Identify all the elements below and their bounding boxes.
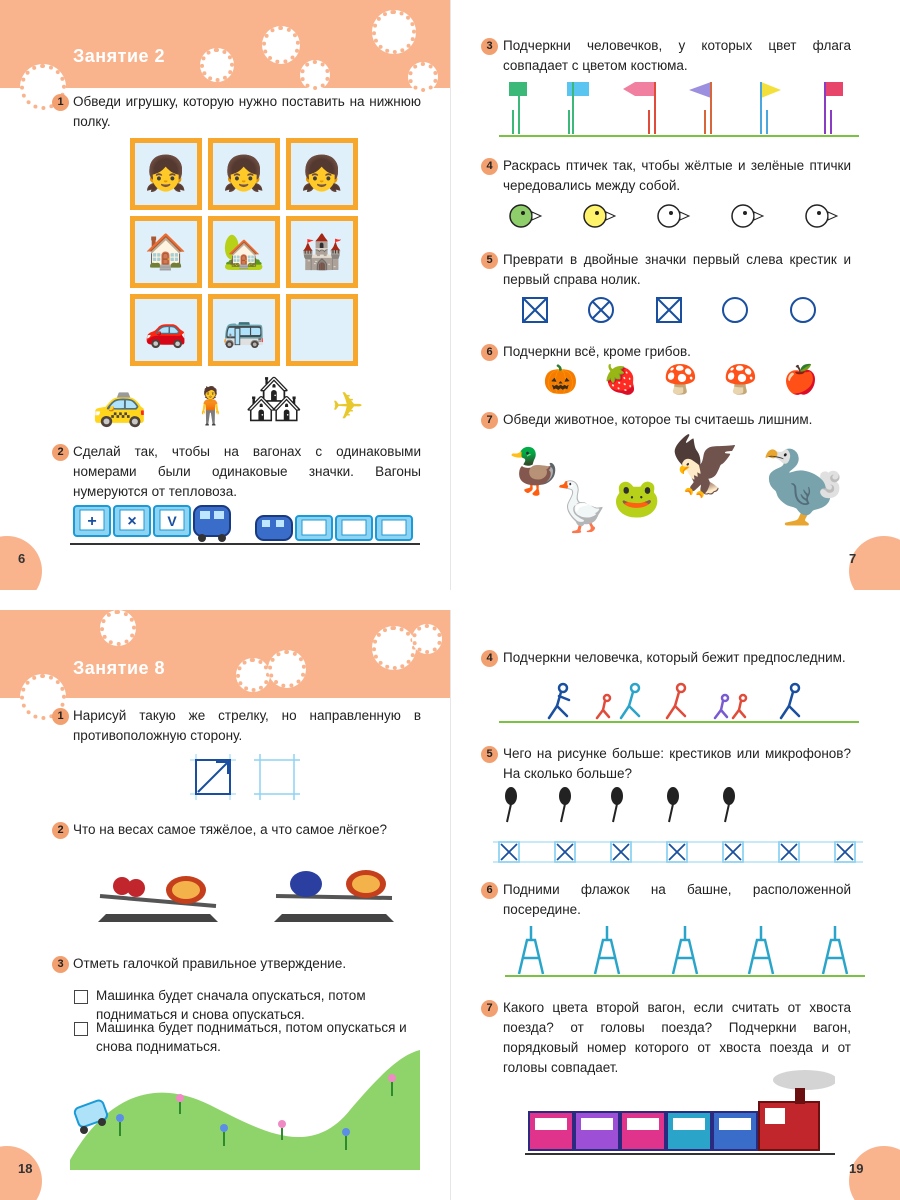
task-number-badge: 4	[481, 650, 498, 667]
bird-icon[interactable]	[732, 205, 763, 227]
arrow-icon	[196, 760, 230, 794]
top-spread	[0, 0, 900, 590]
person-with-flag[interactable]	[825, 82, 843, 134]
grid-cell[interactable]	[208, 294, 280, 366]
gear-decoration	[262, 26, 300, 64]
scale-icon	[98, 876, 218, 922]
hills-illustration	[70, 1050, 420, 1170]
task-number-badge: 7	[481, 412, 498, 429]
task-number-badge: 4	[481, 158, 498, 175]
gear-decoration	[412, 624, 442, 654]
grid-cell[interactable]	[130, 294, 202, 366]
wagon[interactable]	[529, 1112, 573, 1150]
grid-cell[interactable]	[208, 216, 280, 288]
cross-mark[interactable]	[611, 842, 631, 862]
task-number-badge: 6	[481, 344, 498, 361]
person-with-flag[interactable]	[623, 82, 655, 134]
train-illustration	[525, 1068, 835, 1168]
circle-symbol[interactable]	[723, 298, 747, 322]
airplane-icon[interactable]: ✈	[332, 386, 364, 428]
task-number-badge: 1	[52, 94, 69, 111]
task-text: Подчеркни всё, кроме грибов.	[503, 344, 691, 359]
goose-icon[interactable]: 🪿	[551, 481, 611, 534]
wagon	[336, 516, 372, 540]
grid-cell-empty[interactable]	[286, 294, 358, 366]
page-number: 6	[18, 551, 26, 566]
house-icon: 🏡	[213, 221, 275, 283]
tower-icon[interactable]	[823, 926, 847, 974]
scale-icon	[274, 870, 394, 922]
wagon[interactable]	[667, 1112, 711, 1150]
lesson-title: Занятие 2	[73, 46, 166, 66]
tower-icon[interactable]	[673, 926, 697, 974]
house-icon: 🏠	[135, 221, 197, 283]
statement-option: Машинка будет подниматься, потом опускаться и снова подниматься.	[96, 1020, 407, 1054]
runner-icon[interactable]	[667, 684, 685, 718]
task-text: Подчеркни человечка, который бежит предпоследним.	[503, 650, 846, 665]
grid-cell[interactable]	[286, 138, 358, 210]
mushroom-icon[interactable]: 🍄	[723, 364, 758, 395]
duck-icon[interactable]: 🦆	[507, 447, 562, 496]
task-text: Преврати в двойные значки первый слева крестик и первый справа нолик.	[503, 252, 851, 287]
frog-icon[interactable]: 🐸	[613, 478, 661, 520]
car-icon[interactable]: 🚕	[92, 379, 147, 428]
cross-mark[interactable]	[835, 842, 855, 862]
task-number-badge: 5	[481, 252, 498, 269]
task-text: Нарисуй такую же стрелку, но направленную в противоположную сторону.	[73, 708, 421, 743]
page-number: 18	[18, 1161, 33, 1176]
task-number-badge: 2	[52, 822, 69, 839]
cross-mark[interactable]	[723, 842, 743, 862]
statement-checkbox[interactable]	[74, 990, 88, 1004]
wagon	[296, 516, 332, 540]
doll-icon: 👧	[135, 143, 197, 205]
wagon[interactable]	[621, 1112, 665, 1150]
bird-icon[interactable]	[806, 205, 837, 227]
gear-decoration	[100, 610, 136, 646]
grid-cell[interactable]	[130, 138, 202, 210]
locomotive-icon	[256, 516, 292, 540]
gear-decoration	[236, 658, 270, 692]
task-number-badge: 7	[481, 1000, 498, 1017]
doll-icon: 👧	[291, 143, 353, 205]
task-number-badge: 6	[481, 882, 498, 899]
microphone-icon[interactable]	[505, 787, 517, 822]
statement-option: Машинка будет сначала опускаться, потом подниматься и снова опускаться.	[96, 988, 366, 1022]
person-with-flag[interactable]	[689, 82, 711, 134]
cross-mark[interactable]	[555, 842, 575, 862]
wagon-sign: V	[167, 513, 177, 529]
page-18	[0, 610, 450, 1200]
microphone-icon[interactable]	[723, 787, 735, 822]
ostrich-icon[interactable]: 🦤	[759, 448, 847, 526]
task-text: Какого цвета второй вагон, если считать от хвоста поезда? от головы поезда? Подчеркни вагон, порядковый номер которого от хвоста поезда и от головы совпадает.	[503, 1000, 851, 1075]
task-number-badge: 3	[481, 38, 498, 55]
tower-icon[interactable]	[519, 926, 543, 974]
page-7	[450, 0, 900, 590]
page-number: 19	[849, 1161, 864, 1176]
scales-illustration	[94, 852, 424, 932]
gear-decoration	[372, 626, 416, 670]
runner-icon[interactable]	[715, 695, 728, 718]
gear-decoration	[200, 48, 234, 82]
birds-row	[507, 200, 857, 234]
task-text: Обведи животное, которое ты считаешь лишним.	[503, 412, 813, 427]
gear-decoration	[372, 10, 416, 54]
bird-icon[interactable]	[510, 205, 541, 227]
empty-slot	[291, 299, 353, 361]
runner-icon[interactable]	[621, 684, 639, 718]
car-icon: 🚗	[135, 299, 197, 361]
gear-decoration	[408, 62, 438, 92]
statement-checkbox[interactable]	[74, 1022, 88, 1036]
wagon[interactable]	[713, 1112, 757, 1150]
task-number-badge: 3	[52, 956, 69, 973]
task-text: Отметь галочкой правильное утверждение.	[73, 956, 347, 971]
circle-symbol[interactable]	[791, 298, 815, 322]
page-number: 7	[849, 551, 857, 566]
grid-cell[interactable]	[286, 216, 358, 288]
doll-icon[interactable]: 🧍	[188, 385, 233, 426]
gear-decoration	[268, 650, 306, 688]
task-number-badge: 1	[52, 708, 69, 725]
toy-shelf-grid	[130, 138, 362, 370]
gear-decoration	[300, 60, 330, 90]
task-number-badge: 2	[52, 444, 69, 461]
lesson-header	[0, 0, 450, 88]
runners-row	[499, 680, 859, 726]
towers-row	[505, 926, 865, 980]
arrow-grid	[190, 754, 300, 800]
empty-arrow-cell[interactable]	[254, 754, 300, 800]
house-icon[interactable]: 🏘	[246, 375, 302, 424]
person-with-flag[interactable]	[567, 82, 589, 134]
strawberry-icon[interactable]: 🍓	[603, 364, 638, 395]
cross-mark[interactable]	[779, 842, 799, 862]
train-illustration	[70, 500, 420, 552]
task-text: Подчеркни человечков, у которых цвет флага совпадает с цветом костюма.	[503, 38, 851, 73]
bird-icon[interactable]	[658, 205, 689, 227]
task-text: Обведи игрушку, которую нужно поставить на нижнюю полку.	[73, 94, 421, 129]
task-text: Подними флажок на башне, расположенной посередине.	[503, 882, 851, 917]
runner-icon[interactable]	[597, 695, 610, 718]
locomotive-icon	[759, 1088, 819, 1150]
bus-icon: 🚌	[213, 299, 275, 361]
cross-symbol[interactable]	[523, 298, 547, 322]
tower-icon[interactable]	[595, 926, 619, 974]
flag-people-row	[499, 80, 859, 140]
person-with-flag[interactable]	[509, 82, 527, 134]
microphones-and-crosses	[493, 786, 863, 866]
cross-symbol[interactable]	[657, 298, 681, 322]
lesson-title: Занятие 8	[73, 658, 166, 678]
wagon-sign: ×	[127, 513, 137, 530]
eagle-icon[interactable]: 🦅	[669, 434, 742, 499]
task-text: Что на весах самое тяжёлое, а что самое лёгкое?	[73, 822, 387, 837]
doll-icon: 👧	[213, 143, 275, 205]
tower-icon[interactable]	[749, 926, 773, 974]
page-19	[450, 610, 900, 1200]
corner-decoration	[849, 536, 900, 590]
runner-icon[interactable]	[733, 695, 746, 718]
cross-mark[interactable]	[499, 842, 519, 862]
wagon[interactable]	[575, 1112, 619, 1150]
apple-icon[interactable]: 🍎	[783, 364, 818, 395]
grid-cell[interactable]	[208, 138, 280, 210]
wagon	[376, 516, 412, 540]
cross-row	[499, 842, 855, 862]
microphone-icon[interactable]	[559, 787, 571, 822]
task-text: Сделай так, чтобы на вагонах с одинаковыми номерами были одинаковые значки. Вагоны нумеруются от тепловоза.	[73, 444, 421, 499]
microphone-icon[interactable]	[611, 787, 623, 822]
symbols-row	[517, 292, 837, 328]
pumpkin-icon[interactable]: 🎃	[543, 364, 578, 395]
grid-cell[interactable]	[130, 216, 202, 288]
wagon-sign: +	[87, 513, 97, 530]
task-text: Чего на рисунке больше: крестиков или микрофонов? На сколько больше?	[503, 746, 851, 781]
runner-icon[interactable]	[781, 684, 799, 718]
microphone-icon[interactable]	[667, 787, 679, 822]
bird-icon[interactable]	[584, 205, 615, 227]
page-6	[0, 0, 450, 590]
task-number-badge: 5	[481, 746, 498, 763]
person-with-flag[interactable]	[761, 82, 781, 134]
lesson-header	[0, 610, 450, 698]
cross-circle-symbol[interactable]	[589, 298, 613, 322]
runner-icon[interactable]	[549, 684, 569, 718]
cross-mark[interactable]	[667, 842, 687, 862]
bottom-spread	[0, 610, 900, 1200]
task-text: Раскрась птичек так, чтобы жёлтые и зелёные птички чередовались между собой.	[503, 158, 851, 193]
locomotive-icon	[194, 506, 230, 542]
castle-icon: 🏰	[291, 221, 353, 283]
mushroom-icon[interactable]: 🍄	[663, 364, 698, 395]
